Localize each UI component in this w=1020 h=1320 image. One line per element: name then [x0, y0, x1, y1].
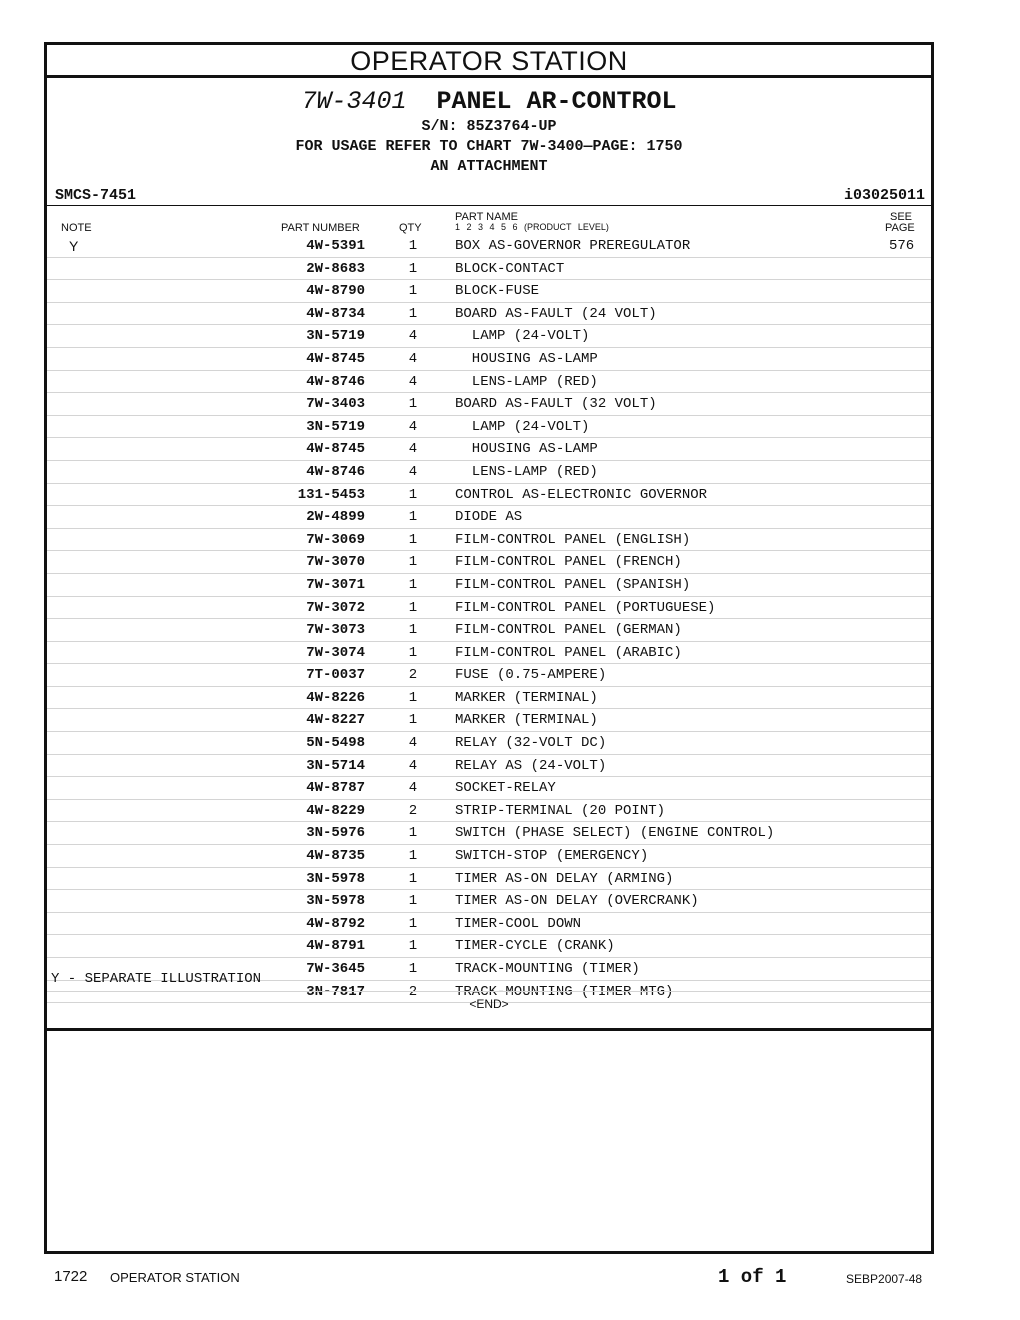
- part-number-cell: 4W-8229: [306, 802, 365, 819]
- part-number-cell: 3N-5719: [306, 328, 365, 345]
- part-number-cell: 4W-8735: [306, 848, 365, 865]
- table-row: [47, 845, 931, 868]
- footnote: Y - SEPARATE ILLUSTRATION: [51, 971, 262, 987]
- part-number-cell: 4W-8734: [306, 305, 365, 322]
- qty-cell: 1: [408, 509, 418, 526]
- table-row: [47, 642, 931, 665]
- qty-cell: 4: [408, 735, 418, 752]
- part-number-cell: 5N-5498: [306, 735, 365, 752]
- end-divider: [47, 1028, 931, 1031]
- table-row: [47, 438, 931, 461]
- table-row: [47, 709, 931, 732]
- table-row: [47, 303, 931, 326]
- qty-cell: 1: [408, 644, 418, 661]
- part-number-cell: 7W-3072: [306, 599, 365, 616]
- part-name-cell: BOARD AS-FAULT (32 VOLT): [455, 396, 657, 413]
- part-number-cell: 3N-7817: [306, 983, 365, 1000]
- qty-cell: 1: [408, 825, 418, 842]
- table-row: [47, 325, 931, 348]
- qty-cell: 4: [408, 350, 418, 367]
- part-name-cell: TIMER-COOL DOWN: [455, 915, 582, 932]
- qty-cell: 1: [408, 396, 418, 413]
- part-number-cell: 7W-3069: [306, 531, 365, 548]
- serial-range: S/N: 85Z3764-UP: [421, 118, 557, 135]
- qty-cell: 4: [408, 780, 418, 797]
- qty-cell: 1: [408, 689, 418, 706]
- part-number-cell: 2W-4899: [306, 509, 365, 526]
- part-number-cell: 4W-8746: [306, 373, 365, 390]
- assembly-part-number: 7W-3401: [301, 87, 407, 116]
- part-number-cell: 2W-8683: [306, 260, 365, 277]
- part-number-cell: 4W-8791: [306, 938, 365, 955]
- part-number-cell: 4W-8226: [306, 689, 365, 706]
- part-number-cell: 4W-8746: [306, 463, 365, 480]
- table-row: [47, 597, 931, 620]
- part-number-cell: 4W-8745: [306, 350, 365, 367]
- table-row: [47, 574, 931, 597]
- part-name-cell: FILM-CONTROL PANEL (PORTUGUESE): [455, 599, 716, 616]
- part-name-cell: SWITCH (PHASE SELECT) (ENGINE CONTROL): [455, 825, 775, 842]
- part-name-cell: TIMER AS-ON DELAY (ARMING): [455, 870, 674, 887]
- qty-cell: 1: [408, 870, 418, 887]
- table-row: [47, 890, 931, 913]
- table-row: [47, 551, 931, 574]
- qty-cell: 4: [408, 418, 418, 435]
- part-name-cell: BLOCK-CONTACT: [455, 260, 565, 277]
- footer-section-name: OPERATOR STATION: [110, 1270, 240, 1285]
- table-row: [47, 800, 931, 823]
- column-header-part-name: PART NAME: [455, 211, 518, 223]
- part-name-cell: TIMER-CYCLE (CRANK): [455, 938, 615, 955]
- part-name-cell: TIMER AS-ON DELAY (OVERCRANK): [455, 893, 699, 910]
- part-name-cell: HOUSING AS-LAMP: [455, 441, 598, 458]
- qty-cell: 1: [408, 961, 418, 977]
- note-cell: Y: [69, 238, 79, 254]
- end-marker: <END>: [469, 997, 509, 1011]
- table-row: [47, 529, 931, 552]
- part-name-cell: FILM-CONTROL PANEL (ENGLISH): [455, 531, 691, 548]
- part-name-cell: TRACK-MOUNTING (TIMER MTG): [455, 983, 674, 1000]
- part-number-cell: 3N-5719: [306, 418, 365, 435]
- part-number-cell: 4W-8792: [306, 915, 365, 932]
- qty-cell: 1: [408, 260, 418, 277]
- table-row: [47, 280, 931, 303]
- part-number-cell: 7W-3645: [306, 961, 365, 977]
- footnote-divider: [47, 991, 931, 992]
- qty-cell: 1: [408, 915, 418, 932]
- qty-cell: 1: [408, 599, 418, 616]
- qty-cell: 4: [408, 328, 418, 345]
- table-row: [47, 755, 931, 778]
- column-header-part-number: PART NUMBER: [281, 222, 360, 234]
- qty-cell: 4: [408, 441, 418, 458]
- part-number-cell: 4W-8787: [306, 780, 365, 797]
- header-divider: [47, 205, 931, 206]
- qty-cell: 1: [408, 712, 418, 729]
- part-name-cell: STRIP-TERMINAL (20 POINT): [455, 802, 666, 819]
- qty-cell: 1: [408, 531, 418, 548]
- table-row: [47, 393, 931, 416]
- section-title: OPERATOR STATION: [47, 45, 931, 78]
- part-name-cell: LAMP (24-VOLT): [455, 418, 590, 435]
- column-header-qty: QTY: [399, 222, 422, 234]
- part-number-cell: 7W-3403: [306, 396, 365, 413]
- see-page-cell: 576: [889, 238, 915, 254]
- part-number-cell: 4W-8745: [306, 441, 365, 458]
- qty-cell: 2: [408, 667, 418, 684]
- table-row: [47, 619, 931, 642]
- part-name-cell: DIODE AS: [455, 509, 523, 526]
- part-name-cell: LAMP (24-VOLT): [455, 328, 590, 345]
- column-header-note: NOTE: [61, 222, 92, 234]
- table-row: [47, 235, 931, 258]
- footer-page-number: 1722: [54, 1268, 88, 1285]
- table-row: [47, 416, 931, 439]
- assembly-part-name: PANEL AR-CONTROL: [436, 87, 677, 116]
- qty-cell: 1: [408, 938, 418, 955]
- part-number-cell: 7W-3071: [306, 576, 365, 593]
- part-name-cell: LENS-LAMP (RED): [455, 373, 598, 390]
- table-row: [47, 913, 931, 936]
- footer-page-count: 1 of 1: [718, 1266, 787, 1288]
- part-number-cell: 4W-8227: [306, 712, 365, 729]
- qty-cell: 1: [408, 283, 418, 300]
- qty-cell: 1: [408, 305, 418, 322]
- part-name-cell: FUSE (0.75-AMPERE): [455, 667, 607, 684]
- table-row: [47, 461, 931, 484]
- usage-reference: FOR USAGE REFER TO CHART 7W-3400—PAGE: 1750: [295, 138, 683, 155]
- part-name-cell: BOX AS-GOVERNOR PREREGULATOR: [455, 238, 691, 254]
- attachment-label: AN ATTACHMENT: [430, 158, 548, 175]
- table-row: [47, 935, 931, 958]
- column-header-product-level: 1 2 3 4 5 6 (PRODUCT LEVEL): [455, 222, 609, 232]
- qty-cell: 4: [408, 463, 418, 480]
- table-row: [47, 258, 931, 281]
- table-row: [47, 506, 931, 529]
- part-name-cell: TRACK-MOUNTING (TIMER): [455, 961, 640, 977]
- qty-cell: 1: [408, 848, 418, 865]
- part-name-cell: RELAY (32-VOLT DC): [455, 735, 607, 752]
- part-number-cell: 7W-3073: [306, 622, 365, 639]
- part-number-cell: 7W-3074: [306, 644, 365, 661]
- table-row: [47, 868, 931, 891]
- illustration-id: i03025011: [843, 187, 925, 204]
- qty-cell: 4: [408, 373, 418, 390]
- part-name-cell: MARKER (TERMINAL): [455, 712, 598, 729]
- part-number-cell: 131-5453: [297, 486, 365, 503]
- part-number-cell: 3N-5978: [306, 893, 365, 910]
- qty-cell: 2: [408, 802, 418, 819]
- part-number-cell: 7W-3070: [306, 554, 365, 571]
- qty-cell: 1: [408, 576, 418, 593]
- part-name-cell: FILM-CONTROL PANEL (ARABIC): [455, 644, 682, 661]
- part-number-cell: 3N-5978: [306, 870, 365, 887]
- qty-cell: 1: [408, 893, 418, 910]
- table-row: [47, 822, 931, 845]
- table-row: [47, 777, 931, 800]
- part-name-cell: CONTROL AS-ELECTRONIC GOVERNOR: [455, 486, 708, 503]
- part-name-cell: BLOCK-FUSE: [455, 283, 540, 300]
- part-name-cell: FILM-CONTROL PANEL (GERMAN): [455, 622, 682, 639]
- table-row: [47, 687, 931, 710]
- part-name-cell: FILM-CONTROL PANEL (SPANISH): [455, 576, 691, 593]
- part-name-cell: BOARD AS-FAULT (24 VOLT): [455, 305, 657, 322]
- part-name-cell: FILM-CONTROL PANEL (FRENCH): [455, 554, 682, 571]
- part-number-cell: 7T-0037: [306, 667, 365, 684]
- smcs-code: SMCS-7451: [55, 187, 137, 204]
- part-number-cell: 3N-5976: [306, 825, 365, 842]
- part-name-cell: MARKER (TERMINAL): [455, 689, 598, 706]
- part-name-cell: RELAY AS (24-VOLT): [455, 757, 607, 774]
- table-row: [47, 348, 931, 371]
- part-name-cell: HOUSING AS-LAMP: [455, 350, 598, 367]
- column-header-page: PAGE: [885, 222, 915, 234]
- table-row: [47, 371, 931, 394]
- part-name-cell: LENS-LAMP (RED): [455, 463, 598, 480]
- part-name-cell: SWITCH-STOP (EMERGENCY): [455, 848, 649, 865]
- table-row: [47, 664, 931, 687]
- parts-table: [47, 235, 931, 1003]
- footer-document-id: SEBP2007-48: [846, 1272, 923, 1286]
- part-name-cell: SOCKET-RELAY: [455, 780, 556, 797]
- part-number-cell: 4W-8790: [306, 283, 365, 300]
- column-header-see: SEE: [890, 211, 913, 223]
- part-number-cell: 4W-5391: [306, 238, 365, 254]
- qty-cell: 2: [408, 983, 418, 1000]
- parts-list-frame: [44, 42, 934, 1254]
- part-number-cell: 3N-5714: [306, 757, 365, 774]
- qty-cell: 1: [408, 238, 418, 254]
- table-row: [47, 484, 931, 507]
- qty-cell: 4: [408, 757, 418, 774]
- assembly-title: [47, 87, 931, 116]
- table-row: [47, 732, 931, 755]
- qty-cell: 1: [408, 622, 418, 639]
- qty-cell: 1: [408, 486, 418, 503]
- qty-cell: 1: [408, 554, 418, 571]
